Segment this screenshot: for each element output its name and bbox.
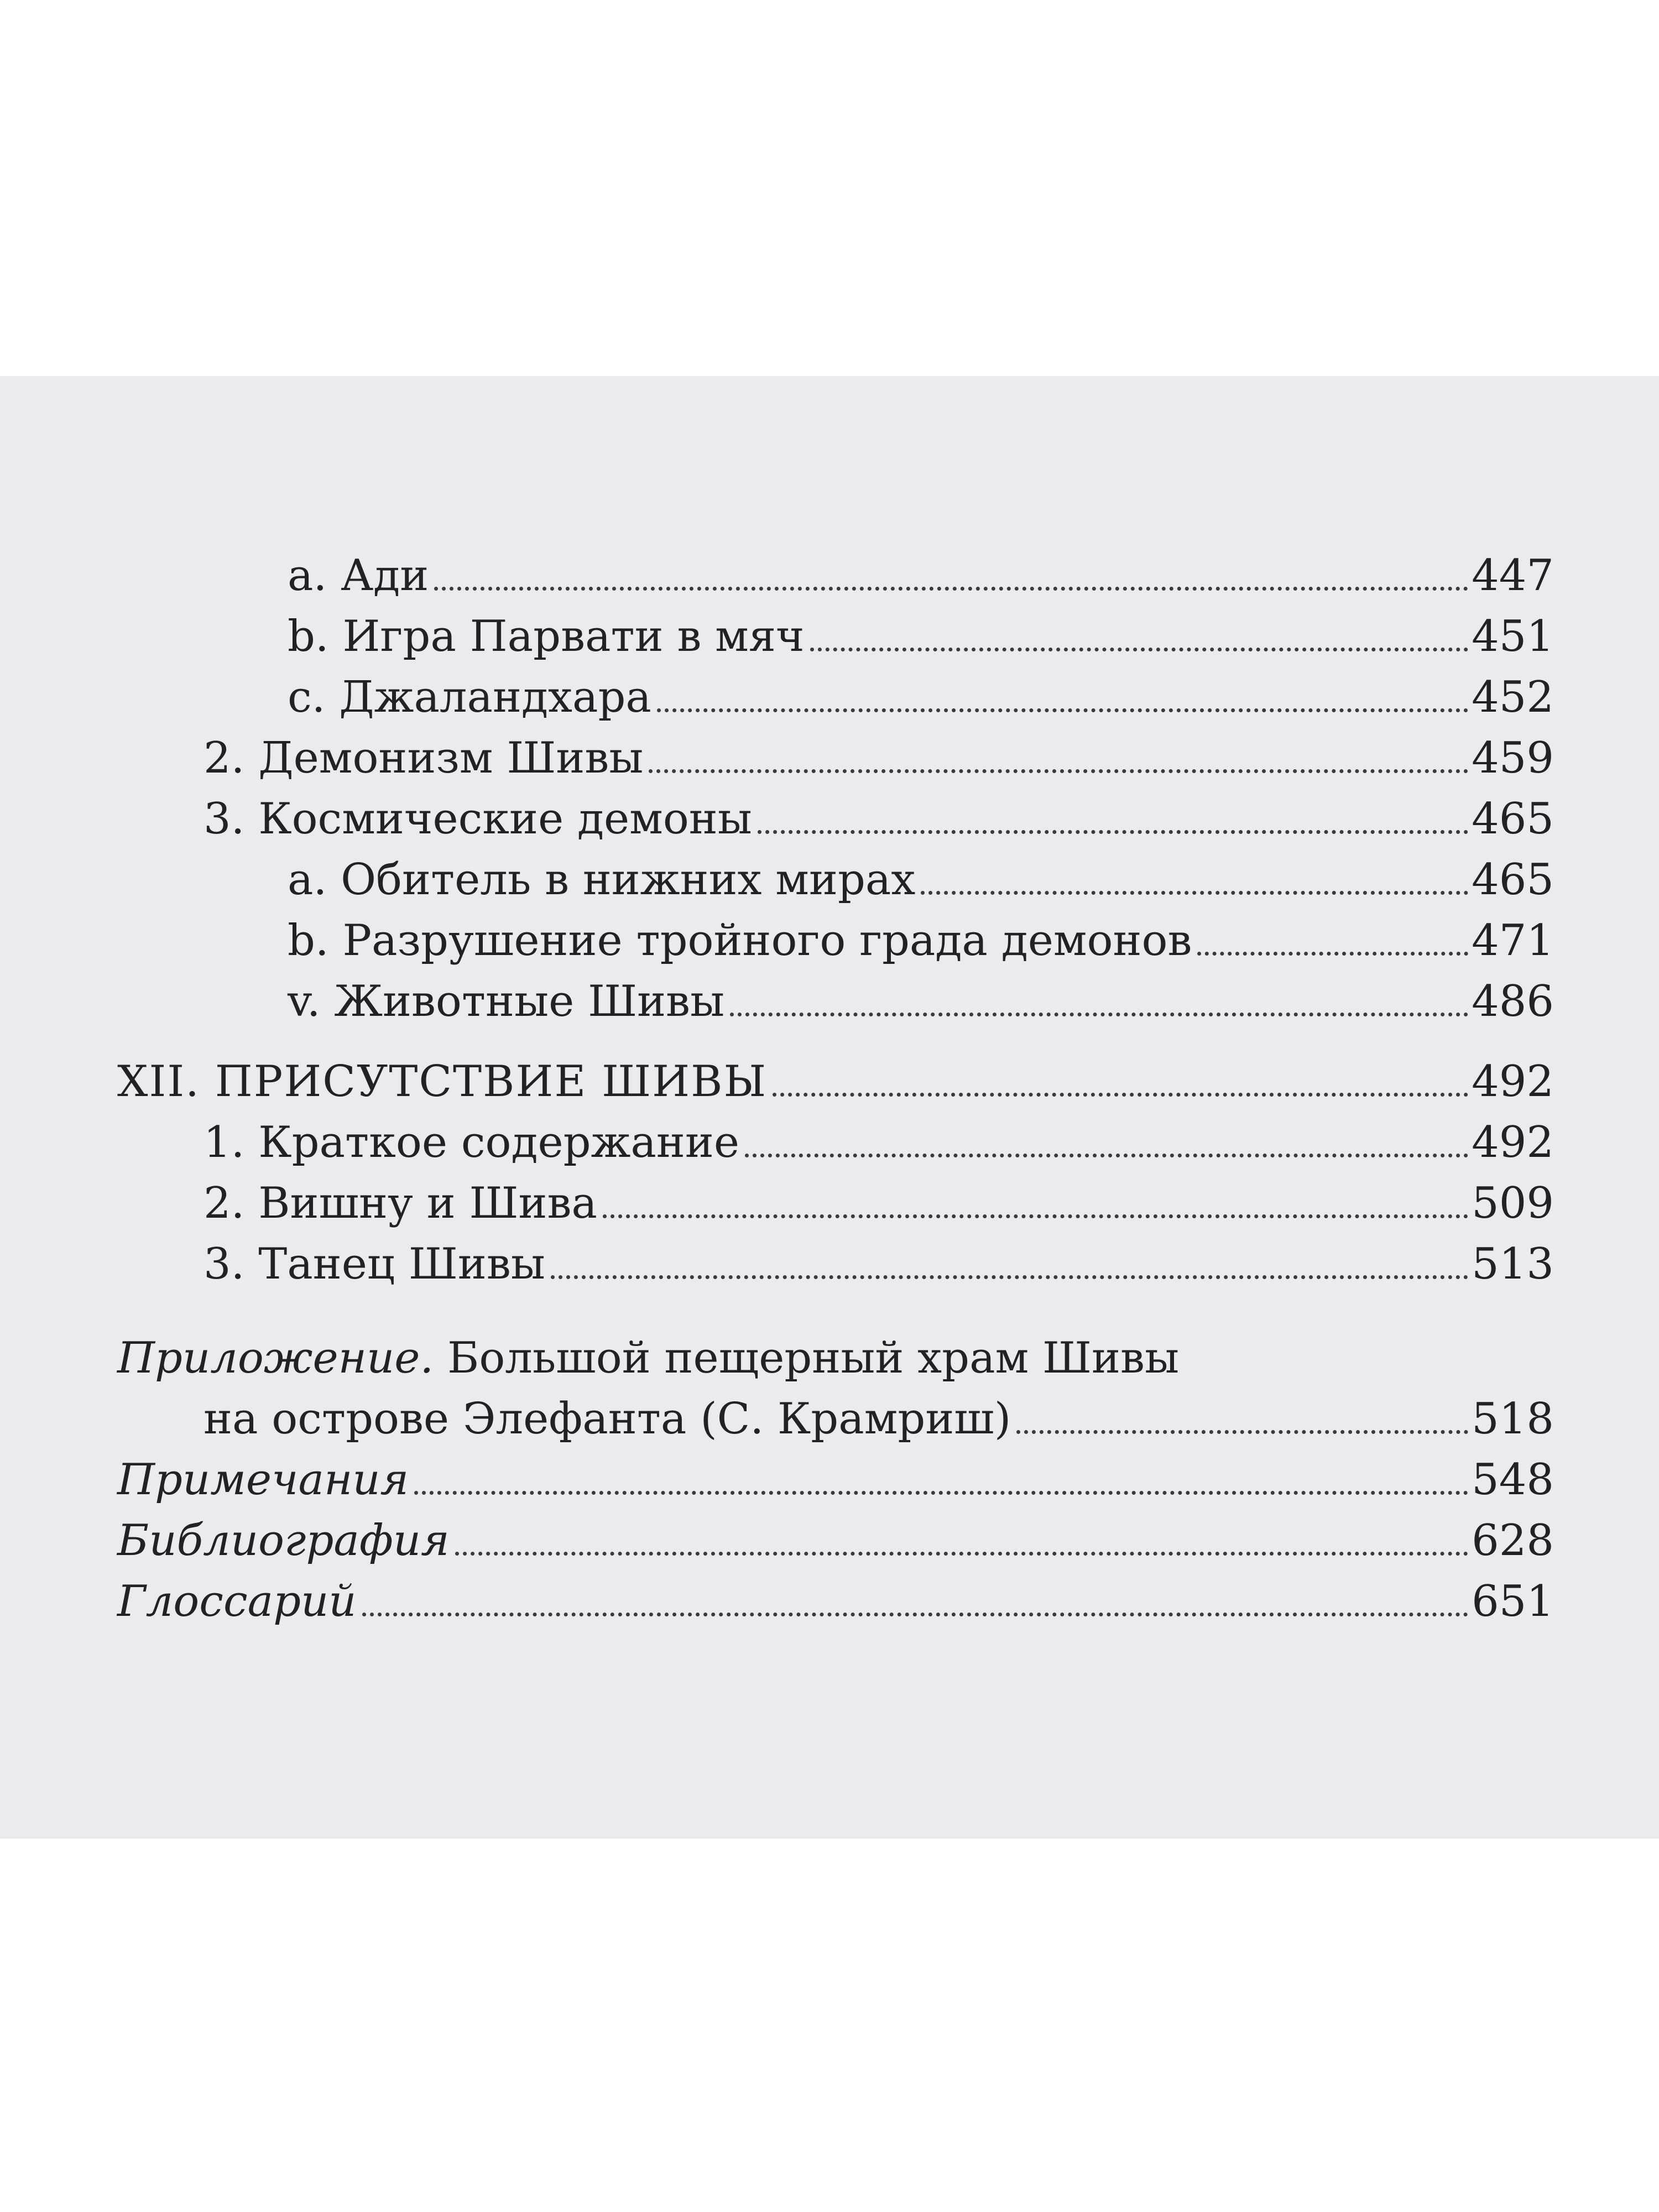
toc-page-number: 465 (1472, 855, 1554, 905)
toc-leader-dots (1016, 1430, 1468, 1434)
toc-leader-dots (434, 587, 1468, 591)
toc-entry-animals[interactable] (288, 962, 1554, 1026)
toc-entry-adi[interactable] (288, 536, 1554, 601)
toc-page-number: 509 (1472, 1178, 1554, 1228)
toc-entry-title: Большой пещерный храм Шивы (447, 1333, 1180, 1383)
toc-entry-bibliography[interactable] (117, 1501, 1554, 1566)
toc-entry-triple-city[interactable] (288, 901, 1554, 966)
toc-entry-title: a. Обитель в нижних мирах (288, 855, 916, 905)
toc-page-number: 518 (1472, 1394, 1554, 1444)
toc-leader-dots (730, 1013, 1468, 1016)
toc-entry-chapter-xii[interactable] (117, 1042, 1554, 1107)
toc-leader-dots (1197, 952, 1468, 956)
toc-page-number: 486 (1472, 977, 1554, 1026)
toc-page-number: 548 (1472, 1455, 1554, 1505)
toc-page-number: 447 (1472, 551, 1554, 601)
toc-chapter-title: XII. ПРИСУТСТВИЕ ШИВЫ (117, 1057, 768, 1107)
table-of-contents (0, 376, 1659, 1839)
toc-entry-appendix-first-line[interactable] (117, 1319, 1180, 1383)
toc-entry-parvati-ball[interactable] (288, 597, 1554, 661)
toc-entry-title: Глоссарий (117, 1577, 357, 1626)
toc-page-number: 651 (1472, 1577, 1554, 1626)
toc-leader-dots (921, 891, 1468, 895)
toc-entry-cosmic-demons[interactable] (204, 780, 1554, 844)
toc-entry-title: 2. Демонизм Шивы (204, 733, 644, 783)
toc-entry-title: Библиография (117, 1516, 450, 1566)
toc-leader-dots (745, 1154, 1468, 1157)
toc-entry-title: b. Игра Парвати в мяч (288, 612, 805, 661)
toc-entry-title: b. Разрушение тройного града демонов (288, 916, 1192, 966)
toc-leader-dots (649, 769, 1468, 773)
toc-leader-dots (551, 1275, 1468, 1279)
toc-entry-title: a. Ади (288, 551, 429, 601)
toc-leader-dots (414, 1491, 1468, 1495)
toc-page-number: 471 (1472, 916, 1554, 966)
toc-page-number: 459 (1472, 733, 1554, 783)
toc-page-number: 513 (1472, 1239, 1554, 1289)
toc-entry-glossary[interactable] (117, 1562, 1554, 1626)
toc-entry-title: 3. Танец Шивы (204, 1239, 545, 1289)
toc-page-number: 451 (1472, 612, 1554, 661)
toc-entry-vishnu-shiva[interactable] (204, 1164, 1554, 1228)
toc-leader-dots (362, 1613, 1469, 1616)
toc-page-number: 492 (1472, 1118, 1554, 1167)
toc-entry-prefix: Приложение. (117, 1333, 434, 1383)
toc-entry-title: 1. Краткое содержание (204, 1118, 739, 1167)
toc-leader-dots (758, 830, 1468, 834)
toc-leader-dots (455, 1552, 1468, 1556)
toc-entry-title: 3. Космические демоны (204, 794, 752, 844)
toc-entry-summary[interactable] (204, 1103, 1554, 1167)
toc-entry-title: c. Джаландхара (288, 672, 651, 722)
toc-entry-continuation: на острове Элефанта (С. Крамриш) (204, 1394, 1011, 1444)
toc-entry-appendix[interactable] (204, 1380, 1554, 1444)
toc-entry-title: 2. Вишну и Шива (204, 1178, 597, 1228)
toc-leader-dots (603, 1214, 1468, 1218)
toc-entry-title: Примечания (117, 1455, 409, 1505)
toc-leader-dots (773, 1093, 1468, 1097)
book-page (0, 376, 1659, 1839)
toc-page-number: 492 (1472, 1057, 1554, 1107)
toc-entry-jalandhara[interactable] (288, 658, 1554, 722)
toc-page-number: 628 (1472, 1516, 1554, 1566)
toc-entry-title: v. Животные Шивы (288, 977, 725, 1026)
toc-page-number: 465 (1472, 794, 1554, 844)
toc-entry-dance[interactable] (204, 1225, 1554, 1289)
toc-entry-lower-worlds[interactable] (288, 841, 1554, 905)
toc-entry-notes[interactable] (117, 1441, 1554, 1505)
toc-leader-dots (810, 648, 1469, 651)
toc-page-number: 452 (1472, 672, 1554, 722)
toc-entry-demonism[interactable] (204, 719, 1554, 783)
toc-leader-dots (657, 708, 1468, 712)
